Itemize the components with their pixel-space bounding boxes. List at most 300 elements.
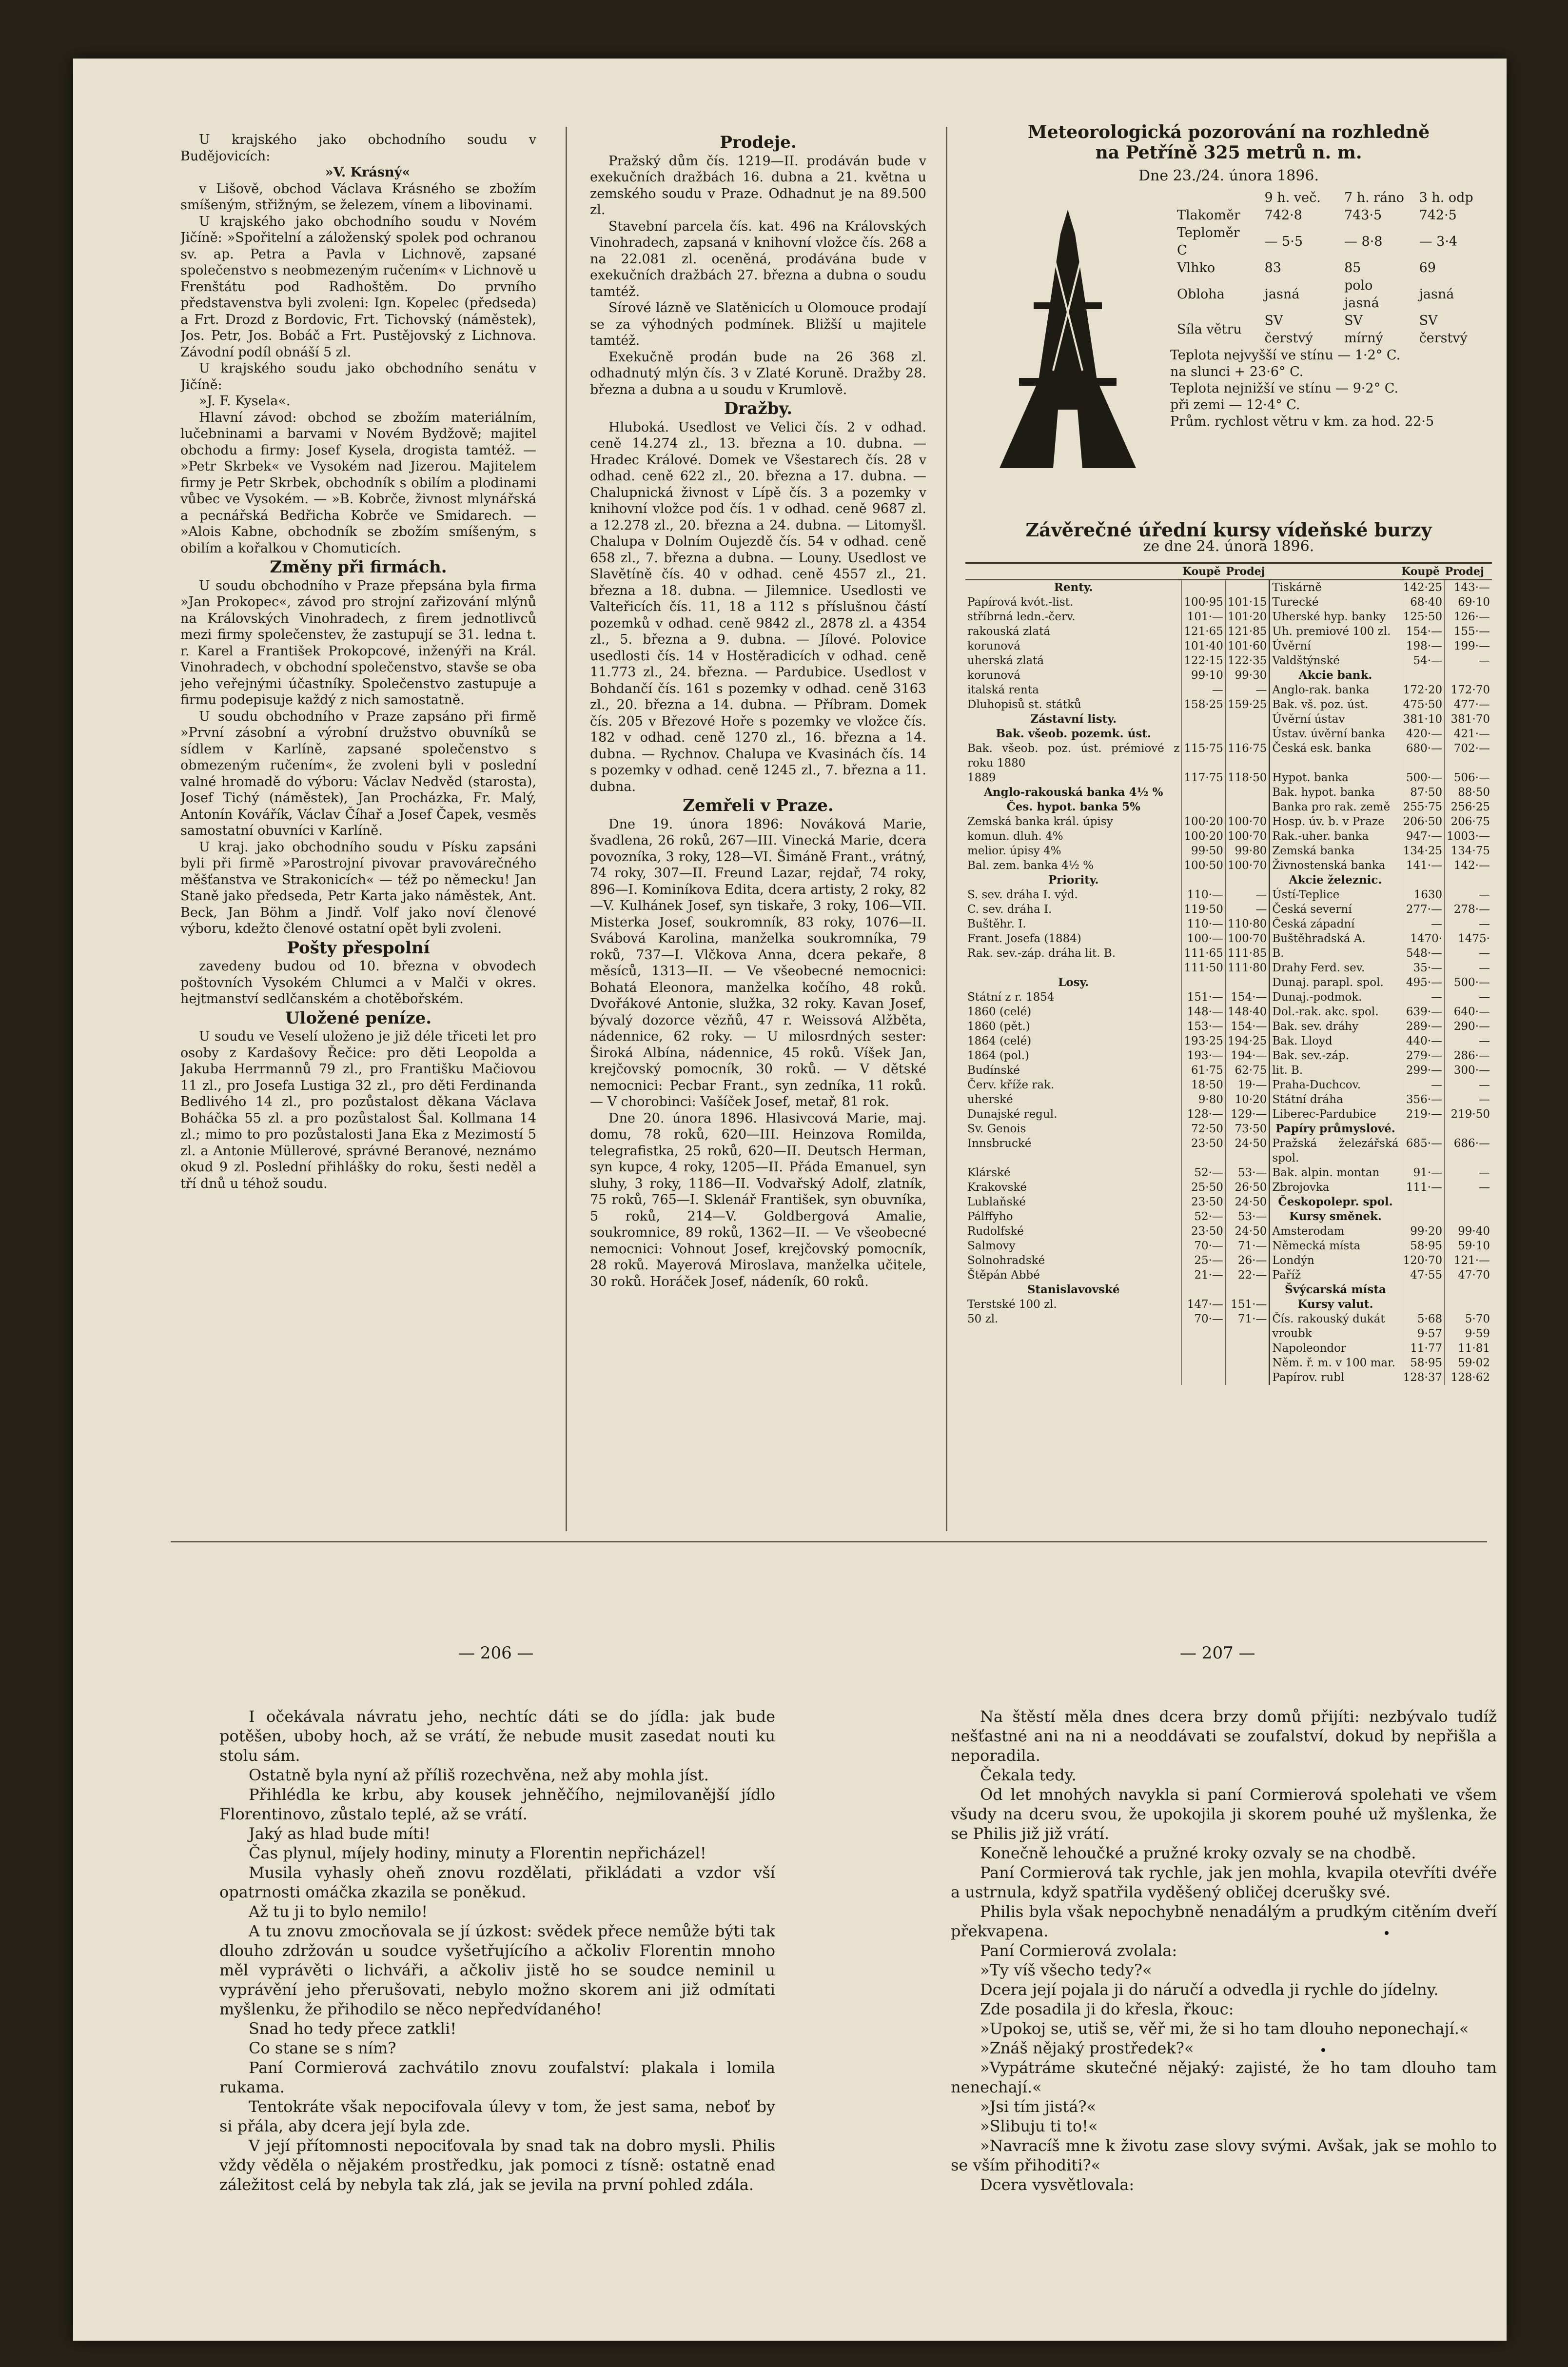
exchange-name-cell: Rak. sev.-záp. dráha lit. B. bbox=[967, 947, 1116, 960]
novel-paragraph: »Jsi tím jistá?« bbox=[980, 2097, 1097, 2116]
exchange-value-cell: — bbox=[1445, 990, 1492, 1005]
novel-paragraph: »Znáš nějaký prostředek?« bbox=[980, 2039, 1194, 2057]
exchange-name-cell: Rudolfské bbox=[967, 1225, 1024, 1238]
meteo-row bbox=[1170, 277, 1492, 312]
exchange-value-cell: 255·75 bbox=[1401, 800, 1444, 814]
meteo-extra-line: při zemi — 12·4° C. bbox=[1170, 397, 1300, 413]
exchange-name-cell: Praha-Duchcov. bbox=[1270, 1078, 1401, 1092]
exchange-row bbox=[965, 946, 1492, 961]
exchange-value-cell: — bbox=[1445, 1034, 1492, 1048]
exchange-value-cell: 26·— bbox=[1225, 1253, 1269, 1268]
exchange-name-cell: Krakovské bbox=[967, 1181, 1027, 1194]
exchange-header-row bbox=[965, 563, 1492, 580]
exchange-header-cell bbox=[965, 563, 1182, 580]
exchange-value-cell: 1630 bbox=[1401, 888, 1444, 902]
novel-paragraph: Čas plynul, míjely hodiny, minuty a Florentin nepřicházel! bbox=[249, 1844, 706, 1862]
meteo-extra-line: Teplota nejvyšší ve stínu — 1·2° C. bbox=[1170, 347, 1401, 363]
exchange-row bbox=[965, 595, 1492, 610]
exchange-value-cell: 141·— bbox=[1401, 858, 1444, 873]
exchange-value-cell: 381·70 bbox=[1445, 712, 1492, 727]
exchange-row bbox=[965, 961, 1492, 975]
exchange-value-cell: 111·— bbox=[1401, 1180, 1444, 1195]
exchange-name-cell: Paříž bbox=[1270, 1268, 1401, 1282]
exchange-value-cell: 1475· bbox=[1445, 931, 1492, 946]
exchange-value-cell: 548·— bbox=[1401, 946, 1444, 961]
exchange-row bbox=[965, 1370, 1492, 1385]
exchange-name-cell: Solnohradské bbox=[967, 1254, 1045, 1267]
exchange-value-cell: 101·60 bbox=[1225, 639, 1269, 653]
exchange-name-cell: Rak.-uher. banka bbox=[1270, 829, 1401, 844]
exchange-value-cell: 22·— bbox=[1225, 1268, 1269, 1282]
exchange-value-cell bbox=[1401, 1209, 1444, 1224]
exchange-name-cell: S. sev. dráha I. výd. bbox=[967, 888, 1078, 901]
novel-paragraph: Co stane se s ním? bbox=[249, 2039, 396, 2057]
exchange-row bbox=[965, 1122, 1492, 1136]
exchange-row bbox=[965, 639, 1492, 653]
exchange-header-cell: Koupě bbox=[1182, 563, 1225, 580]
novel-paragraph: Od let mnohých navykla si paní Cormierová spolehati ve všem všudy na dceru svou, že upokojila ji skorem pouhé už myšlenka, že se Philis již již vrátí. bbox=[951, 1785, 1497, 1843]
exchange-value-cell: 101·15 bbox=[1225, 595, 1269, 610]
exchange-value-cell bbox=[1225, 975, 1269, 990]
exchange-name-cell: Červ. kříže rak. bbox=[967, 1079, 1055, 1091]
exchange-row bbox=[965, 1209, 1492, 1224]
exchange-value-cell: 148·40 bbox=[1225, 1005, 1269, 1019]
exchange-name-cell bbox=[965, 1370, 1182, 1385]
novel-paragraph: Philis byla však nepochybně nenadálým a prudkým citěním dveří překvapena. bbox=[951, 1902, 1497, 1940]
page-number-left: — 206 — bbox=[458, 1643, 534, 1663]
exchange-value-cell: 23·50 bbox=[1182, 1224, 1225, 1239]
exchange-name-cell: Sv. Genois bbox=[967, 1123, 1026, 1135]
meteo-header-cell: 7 h. ráno bbox=[1344, 190, 1404, 205]
exchange-value-cell: 19·— bbox=[1225, 1078, 1269, 1092]
exchange-value-cell: 99·40 bbox=[1445, 1224, 1492, 1239]
exchange-name-cell: Papírová kvót.-list. bbox=[967, 596, 1074, 609]
exchange-name-cell: Uh. premiové 100 zl. bbox=[1270, 624, 1401, 639]
exchange-name-cell: Zbrojovka bbox=[1270, 1180, 1401, 1195]
section-heading: Zemřeli v Praze. bbox=[683, 796, 834, 815]
exchange-value-cell: 99·20 bbox=[1401, 1224, 1444, 1239]
exchange-value-cell: 73·50 bbox=[1225, 1122, 1269, 1136]
exchange-value-cell bbox=[1182, 1370, 1225, 1385]
article-paragraph: U krajského jako obchodního soudu v Budějovicích: bbox=[180, 132, 536, 164]
exchange-value-cell bbox=[1225, 1326, 1269, 1341]
exchange-value-cell: 172·20 bbox=[1401, 683, 1444, 697]
section-heading: Uložené peníze. bbox=[285, 1008, 432, 1028]
exchange-value-cell: 72·50 bbox=[1182, 1122, 1225, 1136]
exchange-value-cell bbox=[1182, 712, 1225, 727]
exchange-row bbox=[965, 829, 1492, 844]
exchange-value-cell: 18·50 bbox=[1182, 1078, 1225, 1092]
section-heading: Prodeje. bbox=[720, 133, 797, 152]
exchange-row bbox=[965, 1063, 1492, 1078]
exchange-value-cell: 9·80 bbox=[1182, 1092, 1225, 1107]
exchange-value-cell: 206·50 bbox=[1401, 814, 1444, 829]
article-paragraph: Dne 20. února 1896. Hlasivcová Marie, maj. domu, 78 roků, 620—III. Heinzova Romilda, telegrafistka, 25 roků, 620—II. Deutsch Herman, syn kupce, 4 roky, 1205—II. Přáda Emanuel, syn sluhy, 3 roky, 1186—II. Vodvařský Adolf, zlatník, 75 roků, 765—I. Sklenář František, syn obuvníka, 5 roků, 214—V. Goldbergová Amalie, soukromnice, 89 roků, 1362—II. — Ve všeobecné nemocnici: Vohnout Josef, krejčovský pomocník, 28 roků. Mayerová Miroslava, manželka učitele, 30 roků. Horáček Josef, nádeník, 60 roků. bbox=[590, 1110, 926, 1289]
article-paragraph: Pražský dům čís. 1219—II. prodáván bude v exekučních dražbách 16. dubna a 21. května u zemského soudu v Praze. Odhadnut je na 89.500 zl. bbox=[590, 153, 926, 217]
exchange-value-cell bbox=[1445, 1122, 1492, 1136]
exchange-value-cell bbox=[1445, 1297, 1492, 1312]
exchange-name-cell: Klárské bbox=[967, 1166, 1011, 1179]
exchange-name-cell: Innsbrucké bbox=[967, 1137, 1032, 1150]
exchange-value-cell: 100·95 bbox=[1182, 595, 1225, 610]
exchange-value-cell: 129·— bbox=[1225, 1107, 1269, 1122]
exchange-value-cell bbox=[1182, 1356, 1225, 1370]
exchange-row bbox=[965, 1092, 1492, 1107]
exchange-row bbox=[965, 697, 1492, 712]
novel-right-page bbox=[951, 1707, 1497, 2316]
exchange-value-cell: 101·20 bbox=[1225, 610, 1269, 624]
exchange-name-cell: Švýcarská místa bbox=[1270, 1282, 1401, 1297]
exchange-row bbox=[965, 770, 1492, 785]
exchange-rates-title: Závěrečné úřední kursy vídeňské burzy bbox=[1025, 519, 1432, 541]
exchange-row bbox=[965, 1107, 1492, 1122]
exchange-name-cell: Napoleondor bbox=[1270, 1341, 1401, 1356]
article-paragraph: zavedeny budou od 10. března v obvodech poštovních Vysokém Chlumci a v Malči v okres. hejtmanství sedlčanském a chotěbořském. bbox=[180, 959, 536, 1006]
article-paragraph: U krajského jako obchodního soudu v Novém Jičíně: »Spořitelní a záloženský spolek pod ochranou sv. ap. Petra a Pavla v Lichnově, zapsané společenstvo s neobmezeným ručením« v Lichnově u Frenštátu pod Radhoštěm. Do prvního představenstva byli zvoleni: Ign. Kopelec (předseda) a Frt. Drozd z Bordovic, Frt. Tichovský (náměstek), Jos. Petr, Jos. Bobáč a Frt. Pustějovský z Lichnova. Závodní podíl obnáší 5 zl. bbox=[180, 214, 536, 360]
exchange-value-cell bbox=[1445, 668, 1492, 683]
exchange-rates-date: ze dne 24. února 1896. bbox=[1143, 537, 1314, 555]
exchange-value-cell: 69·10 bbox=[1445, 595, 1492, 610]
exchange-name-cell: Papíry průmyslové. bbox=[1270, 1122, 1401, 1136]
exchange-value-cell: 88·50 bbox=[1445, 785, 1492, 800]
exchange-name-cell: vroubk bbox=[1270, 1326, 1401, 1341]
exchange-value-cell: 53·— bbox=[1225, 1165, 1269, 1180]
exchange-value-cell: 70·— bbox=[1182, 1239, 1225, 1253]
exchange-value-cell: 219·— bbox=[1401, 1107, 1444, 1122]
exchange-value-cell: 110·— bbox=[1182, 917, 1225, 931]
exchange-value-cell: 219·50 bbox=[1445, 1107, 1492, 1122]
exchange-value-cell: 117·75 bbox=[1182, 770, 1225, 785]
exchange-name-cell: uherská zlatá bbox=[967, 654, 1044, 667]
meteo-title bbox=[965, 122, 1492, 163]
exchange-value-cell: — bbox=[1445, 1078, 1492, 1092]
exchange-value-cell: 100·70 bbox=[1225, 858, 1269, 873]
exchange-name-cell: Salmovy bbox=[967, 1240, 1016, 1252]
exchange-value-cell: 54·— bbox=[1401, 653, 1444, 668]
exchange-value-cell: 153·— bbox=[1182, 1019, 1225, 1034]
exchange-name-cell: Priority. bbox=[1048, 873, 1099, 887]
exchange-name-cell: Bak. všeob. poz. úst. prémiové z roku 1880 bbox=[967, 742, 1180, 769]
article-paragraph: Sírové lázně ve Slatěnicích u Olomouce prodají se za výhodných podmínek. Bližší u majitele tamtéž. bbox=[590, 300, 926, 348]
exchange-name-cell: Státní z r. 1854 bbox=[967, 991, 1055, 1004]
exchange-row bbox=[965, 1341, 1492, 1356]
exchange-value-cell: 24·50 bbox=[1225, 1224, 1269, 1239]
exchange-value-cell bbox=[1401, 1282, 1444, 1297]
article-paragraph: Stavební parcela čís. kat. 496 na Královských Vinohradech, zapsaná v knihovní vložce čís. 268 a na 22.081 zl. oceněná, prodávána bude v exekučních dražbách 27. března a dubna o soudu tamtéž. bbox=[590, 218, 926, 299]
meteo-extra bbox=[1170, 347, 1492, 430]
exchange-name-cell: Terstské 100 zl. bbox=[967, 1298, 1057, 1311]
exchange-name-cell: 1864 (pol.) bbox=[967, 1049, 1030, 1062]
exchange-value-cell bbox=[1445, 1209, 1492, 1224]
exchange-name-cell: 1864 (celé) bbox=[967, 1035, 1032, 1047]
exchange-value-cell bbox=[1182, 1326, 1225, 1341]
exchange-value-cell: 110·80 bbox=[1225, 917, 1269, 931]
article-paragraph: »J. F. Kysela«. bbox=[199, 394, 291, 409]
exchange-name-cell: Bak. Lloyd bbox=[1270, 1034, 1401, 1048]
exchange-value-cell: 52·— bbox=[1182, 1209, 1225, 1224]
exchange-name-cell: Dunaj.-podmok. bbox=[1270, 990, 1401, 1005]
meteo-cell: 742·8 bbox=[1264, 207, 1302, 223]
exchange-value-cell: — bbox=[1225, 902, 1269, 917]
exchange-value-cell: 420·— bbox=[1401, 727, 1444, 741]
ink-spot bbox=[1321, 2048, 1325, 2052]
exchange-name-cell: Stanislavovské bbox=[1027, 1283, 1120, 1296]
exchange-value-cell: 9·57 bbox=[1401, 1326, 1444, 1341]
article-paragraph: U soudu ve Veselí uloženo je již déle třiceti let pro osoby z Kardašovy Řečice: pro děti Leopolda a Jakuba Herrmannů 79 zl., pro Františku Mačiovou 11 zl., pro Josefa Lustiga 32 zl., pro děti Ferdinanda Bedlivého 14 zl., pro pozůstalost děkana Václava Boháčka 55 zl. a pro pozůstalost Šal. Kollmana 14 zl.; mimo to pro pozůstalosti Jana Eka z Mezimostí 5 zl. a Antonie Müllerové, správné Beranové, neznámo okud 9 zl. Poslední přihlášky do roku, šesti neděl a tří dnů u téhož soudu. bbox=[180, 1029, 536, 1191]
exchange-value-cell bbox=[1225, 580, 1269, 595]
meteo-box bbox=[965, 122, 1492, 502]
exchange-value-cell: 279·— bbox=[1401, 1048, 1444, 1063]
exchange-value-cell: 111·50 bbox=[1182, 961, 1225, 975]
exchange-name-cell: 1860 (celé) bbox=[967, 1006, 1032, 1018]
exchange-value-cell bbox=[1445, 1282, 1492, 1297]
exchange-value-cell bbox=[1401, 1195, 1444, 1209]
exchange-value-cell: 640·— bbox=[1445, 1005, 1492, 1019]
meteo-cell: Teploměr C bbox=[1177, 225, 1240, 258]
exchange-value-cell bbox=[1401, 873, 1444, 888]
meteo-extra-line: Teplota nejnižší ve stínu — 9·2° C. bbox=[1170, 380, 1399, 396]
exchange-value-cell: — bbox=[1445, 961, 1492, 975]
novel-paragraph: Jaký as hlad bude míti! bbox=[249, 1824, 431, 1843]
ink-spot bbox=[1385, 1931, 1389, 1935]
exchange-name-cell: komun. dluh. 4% bbox=[967, 830, 1063, 843]
exchange-value-cell: 9·59 bbox=[1445, 1326, 1492, 1341]
exchange-name-cell: Dunajské regul. bbox=[967, 1108, 1058, 1121]
novel-paragraph: »Navracíš mne k životu zase slovy svými. Avšak, jak se mohlo to se vším přihoditi?« bbox=[951, 2136, 1497, 2174]
exchange-name-cell: Něm. ř. m. v 100 mar. bbox=[1270, 1356, 1401, 1370]
exchange-value-cell: 500·— bbox=[1445, 975, 1492, 990]
exchange-name-cell: Banka pro rak. země bbox=[1270, 800, 1401, 814]
exchange-row bbox=[965, 580, 1492, 595]
exchange-value-cell: 381·10 bbox=[1401, 712, 1444, 727]
column-left bbox=[180, 132, 536, 1546]
exchange-name-cell: Akcie železnic. bbox=[1270, 873, 1401, 888]
exchange-name-cell: Zemská banka král. úpisy bbox=[967, 815, 1113, 828]
article-paragraph: Exekučně prodán bude na 26 368 zl. odhadnutý mlýn čís. 3 v Zlaté Koruně. Dražby 28. března a dubna a u soudu v Krumlově. bbox=[590, 349, 926, 397]
exchange-value-cell bbox=[1225, 712, 1269, 727]
exchange-value-cell: 142·— bbox=[1445, 858, 1492, 873]
exchange-row bbox=[965, 931, 1492, 946]
exchange-value-cell: 278·— bbox=[1445, 902, 1492, 917]
meteo-cell: — 5·5 bbox=[1264, 234, 1303, 249]
article-paragraph: U krajského soudu jako obchodního senátu v Jičíně: bbox=[180, 361, 536, 393]
exchange-value-cell bbox=[1182, 975, 1225, 990]
exchange-name-cell: Hypot. banka bbox=[1270, 770, 1401, 785]
exchange-header-cell bbox=[1270, 563, 1401, 580]
novel-left-page bbox=[219, 1707, 775, 2316]
meteo-cell: Obloha bbox=[1177, 286, 1225, 302]
exchange-name-cell: Dol.-rak. akc. spol. bbox=[1270, 1005, 1401, 1019]
exchange-row bbox=[965, 873, 1492, 888]
exchange-value-cell bbox=[1225, 1282, 1269, 1297]
exchange-name-cell: Úvěrní ústav bbox=[1270, 712, 1401, 727]
exchange-value-cell: 194·— bbox=[1225, 1048, 1269, 1063]
meteo-cell: 85 bbox=[1344, 260, 1361, 276]
meteo-cell: Vlhko bbox=[1177, 260, 1215, 276]
exchange-value-cell: 506·— bbox=[1445, 770, 1492, 785]
section-divider bbox=[171, 1541, 1487, 1542]
exchange-row bbox=[965, 1326, 1492, 1341]
exchange-value-cell bbox=[1401, 1297, 1444, 1312]
exchange-value-cell: 100·70 bbox=[1225, 931, 1269, 946]
exchange-value-cell: 71·— bbox=[1225, 1312, 1269, 1326]
exchange-value-cell: 111·80 bbox=[1225, 961, 1269, 975]
article-paragraph: U kraj. jako obchodního soudu v Písku zapsáni byli při firmě »Parostrojní pivovar pravovárečného měšťanstva ve Strakonicích« — též po německu! Jan Staně jako předseda, Petr Karta jako náměstek, Ant. Beck, Jan Böhm a Jindř. Volf jako noví členové výboru, kdežto členové ostatní opět byli zvoleni. bbox=[180, 839, 536, 936]
exchange-name-cell: korunová bbox=[967, 640, 1020, 652]
exchange-value-cell: 125·50 bbox=[1401, 610, 1444, 624]
exchange-value-cell: 475·50 bbox=[1401, 697, 1444, 712]
exchange-value-cell: 100·20 bbox=[1182, 814, 1225, 829]
exchange-value-cell: 143·— bbox=[1445, 580, 1492, 595]
meteo-cell: SV čerstvý bbox=[1419, 313, 1468, 346]
exchange-name-cell: Uherské hyp. banky bbox=[1270, 610, 1401, 624]
column-middle bbox=[590, 132, 926, 1546]
exchange-value-cell: 121·85 bbox=[1225, 624, 1269, 639]
exchange-value-cell: — bbox=[1401, 990, 1444, 1005]
novel-paragraph: Přihlédla ke krbu, aby kousek jehněčího, nejmilovanější jídlo Florentinovo, zůstalo teplé, až se vrátí. bbox=[219, 1785, 775, 1823]
exchange-name-cell: B. bbox=[1270, 946, 1401, 961]
exchange-row bbox=[965, 1297, 1492, 1312]
exchange-value-cell: 110·— bbox=[1182, 888, 1225, 902]
exchange-value-cell: 99·10 bbox=[1182, 668, 1225, 683]
exchange-row bbox=[965, 1180, 1492, 1195]
exchange-value-cell: 21·— bbox=[1182, 1268, 1225, 1282]
exchange-value-cell: 58·95 bbox=[1401, 1239, 1444, 1253]
exchange-name-cell: Zástavní listy. bbox=[1030, 712, 1117, 726]
exchange-value-cell: 52·— bbox=[1182, 1165, 1225, 1180]
exchange-value-cell: 142·25 bbox=[1401, 580, 1444, 595]
exchange-name-cell: Bak. alpin. montan bbox=[1270, 1165, 1401, 1180]
novel-paragraph: Musila vyhasly oheň znovu rozdělati, přikládati a vzdor vší opatrnosti omáčka zkazila se poněkud. bbox=[219, 1863, 775, 1901]
exchange-value-cell: 128·62 bbox=[1445, 1370, 1492, 1385]
article-paragraph: »V. Krásný« bbox=[325, 165, 411, 180]
exchange-name-cell: uherské bbox=[967, 1093, 1013, 1106]
exchange-value-cell: 121·65 bbox=[1182, 624, 1225, 639]
exchange-value-cell: 702·— bbox=[1445, 741, 1492, 770]
exchange-name-cell: Pálffyho bbox=[967, 1210, 1013, 1223]
exchange-row bbox=[965, 1048, 1492, 1063]
exchange-value-cell: 101·40 bbox=[1182, 639, 1225, 653]
exchange-value-cell: 686·— bbox=[1445, 1136, 1492, 1165]
exchange-value-cell: 24·50 bbox=[1225, 1136, 1269, 1165]
exchange-name-cell: melior. úpisy 4% bbox=[967, 845, 1061, 857]
exchange-value-cell: — bbox=[1401, 917, 1444, 931]
exchange-value-cell bbox=[1225, 800, 1269, 814]
exchange-value-cell: 100·20 bbox=[1182, 829, 1225, 844]
meteo-cell: 69 bbox=[1419, 260, 1436, 276]
exchange-name-cell: Ústí-Teplice bbox=[1270, 888, 1401, 902]
exchange-value-cell: 25·50 bbox=[1182, 1180, 1225, 1195]
exchange-row bbox=[965, 975, 1492, 990]
exchange-name-cell: stříbrná ledn.-červ. bbox=[967, 611, 1076, 623]
exchange-value-cell: 25·— bbox=[1182, 1253, 1225, 1268]
exchange-name-cell: Hosp. úv. b. v Praze bbox=[1270, 814, 1401, 829]
novel-paragraph: Až tu ji to bylo nemilo! bbox=[249, 1902, 428, 1921]
exchange-value-cell: 111·65 bbox=[1182, 946, 1225, 961]
meteo-row bbox=[1170, 224, 1492, 259]
exchange-value-cell: 87·50 bbox=[1401, 785, 1444, 800]
exchange-row bbox=[965, 1165, 1492, 1180]
exchange-name-cell: Česká severní bbox=[1270, 902, 1401, 917]
exchange-value-cell: 62·75 bbox=[1225, 1063, 1269, 1078]
exchange-header-cell: Prodej bbox=[1225, 563, 1269, 580]
novel-paragraph: V její přítomnosti nepociťovala by snad tak na dobro mysli. Philis vždy věděla o nějakém prostředku, jak pomoci z tísně: ostatně enad záležitost celá by nebyla tak zlá, jak se jevila na první pohled zdála. bbox=[219, 2136, 775, 2194]
exchange-name-cell bbox=[965, 1356, 1182, 1370]
exchange-value-cell: 685·— bbox=[1401, 1136, 1444, 1165]
exchange-value-cell: — bbox=[1445, 1165, 1492, 1180]
exchange-value-cell: 421·— bbox=[1445, 727, 1492, 741]
exchange-value-cell: — bbox=[1225, 683, 1269, 697]
meteo-cell: Síla větru bbox=[1177, 321, 1242, 337]
novel-paragraph: Paní Cormierová zvolala: bbox=[980, 1941, 1177, 1960]
page-number-right: — 207 — bbox=[1180, 1643, 1255, 1663]
exchange-value-cell bbox=[1225, 727, 1269, 741]
meteo-cell: 83 bbox=[1264, 260, 1281, 276]
exchange-value-cell: 154·— bbox=[1225, 990, 1269, 1005]
exchange-value-cell: 206·75 bbox=[1445, 814, 1492, 829]
exchange-value-cell: — bbox=[1225, 888, 1269, 902]
article-paragraph: Hluboká. Usedlost ve Velici čís. 2 v odhad. ceně 14.274 zl., 13. března a 10. dubna. — Hradec Králové. Domek ve Všestarech čís. 28 v odhad. ceně 622 zl., 20. března a 17. dubna. — Chalupnická živnost v Lípě čís. 3 a pozemky v knihovní vložce pod čís. 1 v odhad. ceně 9687 zl. a 12.278 zl., 20. března a 24. dubna. — Litomyšl. Chalupa v Dolním Oujezdě čís. 54 v odhad. ceně 658 zl., 7. března a dubna. — Louny. Usedlost ve Slavětíně čís. 40 v odhad. ceně 4557 zl., 21. března a 18. dubna. — Jilemnice. Usedlosti ve Valteřicích čís. 11, 18 a 112 s příslušnou částí pozemků v odhad. ceně 9842 zl., 2878 zl. a 4354 zl., 5. března a 9. dubna. — Jílové. Polovice usedlosti čís. 14 v Hostěradicích v odhad. ceně 11.773 zl., 24. března. — Pardubice. Usedlost v Bohdančí čís. 161 s pozemky v odhad. ceně 3163 zl., 20. března a 14. dubna. — Příbram. Domek čís. 205 v Březové Hoře s pozemky ve vložce čís. 182 v odhad. ceně 1270 zl., 16. března a 14. dubna. — Rychnov. Chalupa ve Kvasinách čís. 14 s pozemky v odhad. ceně 1245 zl., 7. března a 11. dubna. bbox=[590, 419, 926, 794]
exchange-value-cell: 11·77 bbox=[1401, 1341, 1444, 1356]
exchange-value-cell: 122·15 bbox=[1182, 653, 1225, 668]
novel-paragraph: Zde posadila ji do křesla, řkouc: bbox=[980, 2000, 1234, 2018]
exchange-value-cell: 495·— bbox=[1401, 975, 1444, 990]
exchange-value-cell bbox=[1182, 727, 1225, 741]
article-paragraph: Dne 19. února 1896: Nováková Marie, švadlena, 26 roků, 267—III. Vinecká Marie, dcera povozníka, 3 roky, 128—VI. Šimáně Frant., vrátný, 74 roky, 307—II. Freund Lazar, rejdař, 74 roky, 896—I. Kominíkova Edita, dcera artisty, 2 roky, 82—V. Kulhánek Josef, syn tiskaře, 3 roky, 106—VII. Misterka Josef, soukromník, 83 roky, 1076—II. Svábová Karolina, manželka soukromníka, 79 roků, 737—I. Vlčkova Anna, dcera pekaře, 8 měsíců, 1313—II. — Ve všeobecné nemocnici: Bohatá Eleonora, manželka kočího, 48 roků. Dvořákové Antonie, služka, 32 roky. Kavan Josef, bývalý dozorce vězňů, 47 r. Weissová Alžběta, nádennice, 62 roky. — U milosrdných sester: Široká Albína, nádennice, 45 roků. Víšek Jan, krejčovský pomocník, 30 roků. — V dětské nemocnici: Pecbar Frant., syn zedníka, 11 roků. — V chorobinci: Vašíček Josef, metař, 81 rok. bbox=[590, 816, 926, 1109]
exchange-header-cell: Koupě bbox=[1401, 563, 1444, 580]
exchange-value-cell: 71·— bbox=[1225, 1239, 1269, 1253]
meteo-header-cell: 9 h. več. bbox=[1264, 190, 1321, 205]
exchange-row bbox=[965, 712, 1492, 727]
exchange-name-cell: Bak. vš. poz. úst. bbox=[1270, 697, 1401, 712]
meteo-cell: — 8·8 bbox=[1344, 234, 1383, 249]
column-right bbox=[965, 122, 1492, 1536]
exchange-value-cell: 639·— bbox=[1401, 1005, 1444, 1019]
exchange-name-cell: Buštěhradská A. bbox=[1270, 931, 1401, 946]
meteo-header-cell bbox=[1170, 189, 1258, 207]
article-paragraph: U soudu obchodního v Praze přepsána byla firma »Jan Prokopec«, závod pro strojní zařizování mlýnů na Královských Vinohradech, z firem jednotlivců mezi firmy společenstev, že zastupují se 31. ledna t. r. Karel a František Prokopcové, inženýři na Král. Vinohradech, v obchodní společenstvo, stavše se oba jeho veřejnými účastníky. Společenstvo zastupuje a firmu podepisuje každý z nich samostatně. bbox=[180, 578, 536, 708]
exchange-row bbox=[965, 727, 1492, 741]
exchange-value-cell: 154·— bbox=[1401, 624, 1444, 639]
article-paragraph: U soudu obchodního v Praze zapsáno při firmě »První zásobní a výrobní družstvo obuvníků se sídlem v Karlíně, zapsané společenstvo s obmezeným ručením«, že zvoleni byli v poslední valné hromadě do výboru: Václav Nedvěd (starosta), Josef Tichý (náměstek), Jan Procházka, Fr. Malý, Antonín Kovářík, Václav Číhař a Josef Čapek, vesměs samostatní obuvníci v Karlíně. bbox=[180, 709, 536, 838]
section-heading: Změny při firmách. bbox=[270, 557, 447, 577]
meteo-extra-line: Prům. rychlost větru v km. za hod. 22·5 bbox=[1170, 414, 1434, 429]
exchange-value-cell: 101·— bbox=[1182, 610, 1225, 624]
exchange-row bbox=[965, 1195, 1492, 1209]
exchange-value-cell: 26·50 bbox=[1225, 1180, 1269, 1195]
exchange-value-cell: — bbox=[1182, 683, 1225, 697]
exchange-value-cell: 680·— bbox=[1401, 741, 1444, 770]
exchange-name-cell: Bal. zem. banka 4½ % bbox=[967, 859, 1094, 872]
novel-paragraph: Konečně lehoučké a pružné kroky ozvaly se na chodbě. bbox=[980, 1844, 1416, 1862]
exchange-name-cell: Turecké bbox=[1270, 595, 1401, 610]
exchange-row bbox=[965, 1282, 1492, 1297]
article-paragraph: Hlavní závod: obchod se zbožím materiálním, lučebninami a barvami v Novém Bydžově; majitel obchodu a firmy: Josef Kysela, drogista tamtéž. — »Petr Skrbek« ve Vysokém nad Jizerou. Majitelem firmy je Petr Skrbek, obchodník s obilím a plodinami vůbec ve Vysokém. — »B. Kobrče, živnost mlynářská a pecnářská Bedřicha Kobrče ve Smidarech. — »Alois Kabne, obchodník se zbožím smíšeným, s obilím a kořalkou v Chomuticích. bbox=[180, 410, 536, 556]
exchange-value-cell: 147·— bbox=[1182, 1297, 1225, 1312]
meteo-date: Dne 23./24. února 1896. bbox=[1138, 167, 1319, 184]
exchange-value-cell bbox=[1182, 1341, 1225, 1356]
exchange-value-cell: 100·70 bbox=[1225, 814, 1269, 829]
exchange-row bbox=[965, 624, 1492, 639]
exchange-value-cell bbox=[1445, 873, 1492, 888]
exchange-name-cell bbox=[965, 1326, 1182, 1341]
exchange-value-cell: — bbox=[1445, 1180, 1492, 1195]
petrin-tower-icon bbox=[980, 205, 1156, 478]
exchange-name-cell: Státní dráha bbox=[1270, 1092, 1401, 1107]
novel-paragraph: Snad ho tedy přece zatkli! bbox=[249, 2019, 457, 2038]
exchange-name-cell: Losy. bbox=[1058, 976, 1089, 989]
exchange-value-cell: — bbox=[1445, 946, 1492, 961]
